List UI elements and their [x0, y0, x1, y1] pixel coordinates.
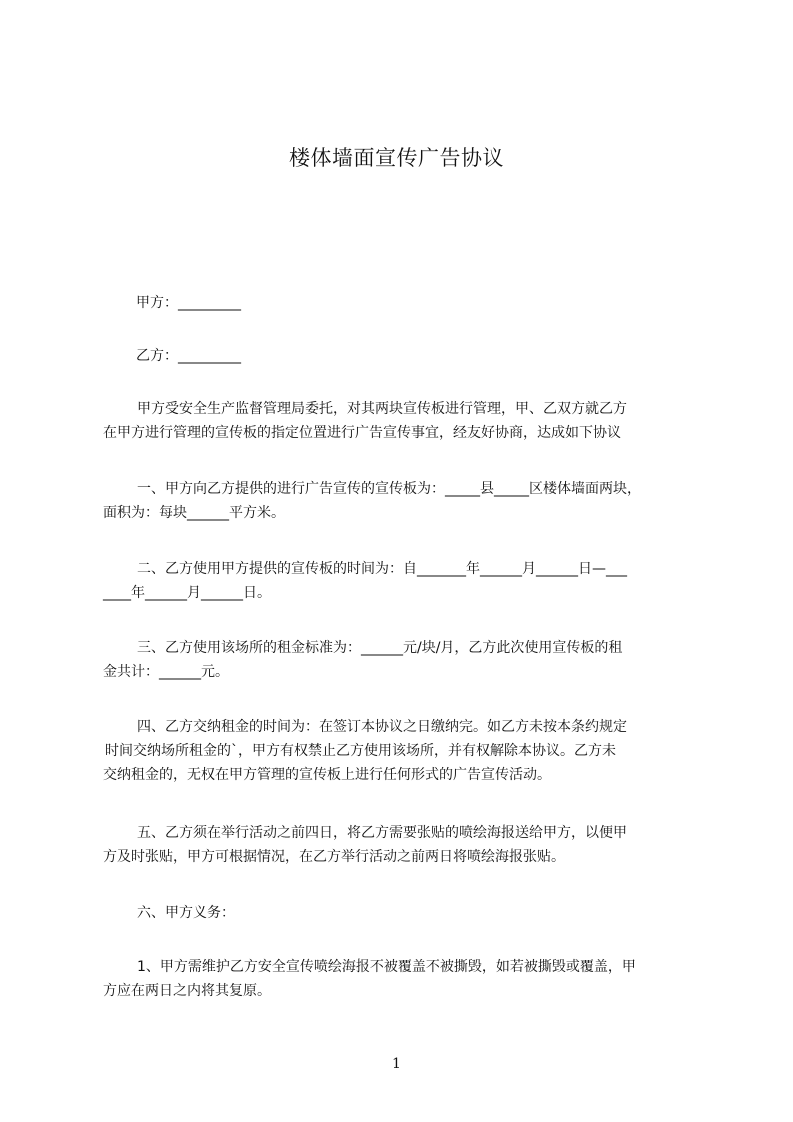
- page-number: 1: [392, 1056, 401, 1072]
- clause-6-item-1-line-1: 1、甲方需维护乙方安全宣传喷绘海报不被覆盖不被撕毁，如若被撕毁或覆盖，甲: [137, 959, 636, 975]
- clause-2-line-1: 二、乙方使用甲方提供的宣传板的时间为：自_______年______月______日—___: [137, 561, 627, 577]
- clause-4-paragraph: [103, 715, 710, 787]
- clause-1-line-1: 一、甲方向乙方提供的进行广告宣传的宣传板为：_____县_____区楼体墙面两块，: [137, 481, 641, 497]
- clause-5-line-2: 方及时张贴，甲方可根据情况，在乙方举行活动之前两日将喷绘海报张贴。: [103, 849, 565, 865]
- clause-4-line-1: 四、乙方交纳租金的时间为：在签订本协议之日缴纳完。如乙方未按本条约规定: [137, 719, 627, 735]
- clause-6-heading: [103, 901, 710, 925]
- clause-5-line-1: 五、乙方须在举行活动之前四日，将乙方需要张贴的喷绘海报送给甲方，以便甲: [137, 825, 627, 841]
- clause-4-line-2: 时间交纳场所租金的`，甲方有权禁止乙方使用该场所，并有权解除本协议。乙方未: [105, 743, 616, 759]
- clause-6-item-1: [103, 955, 710, 1003]
- clause-3-paragraph: [103, 636, 710, 684]
- clause-5-paragraph: [103, 821, 710, 869]
- clause-4-line-3: 交纳租金的，无权在甲方管理的宣传板上进行任何形式的广告宣传活动。: [103, 767, 551, 783]
- party-a-line: 甲方：_________: [136, 295, 241, 311]
- clause-6-heading-text: 六、甲方义务：: [137, 905, 235, 921]
- clause-6-item-1-line-2: 方应在两日之内将其复原。: [103, 983, 271, 999]
- clause-2-line-2: ____年______月______日。: [103, 585, 271, 601]
- intro-paragraph: [103, 397, 710, 445]
- clause-3-line-1: 三、乙方使用该场所的租金标准为：______元/块/月，乙方此次使用宣传板的租: [137, 640, 623, 656]
- clause-2-paragraph: [103, 557, 710, 605]
- clause-1-line-2: 面积为：每块______平方米。: [103, 505, 285, 521]
- intro-line-1: 甲方受安全生产监督管理局委托，对其两块宣传板进行管理，甲、乙双方就乙方: [137, 401, 627, 417]
- clause-1-paragraph: [103, 477, 710, 525]
- clause-3-line-2: 金共计：______元。: [103, 664, 229, 680]
- party-b-line: 乙方：_________: [136, 348, 241, 364]
- document-title: 楼体墙面宣传广告协议: [289, 146, 504, 170]
- intro-line-2: 在甲方进行管理的宣传板的指定位置进行广告宣传事宜，经友好协商，达成如下协议: [103, 425, 621, 441]
